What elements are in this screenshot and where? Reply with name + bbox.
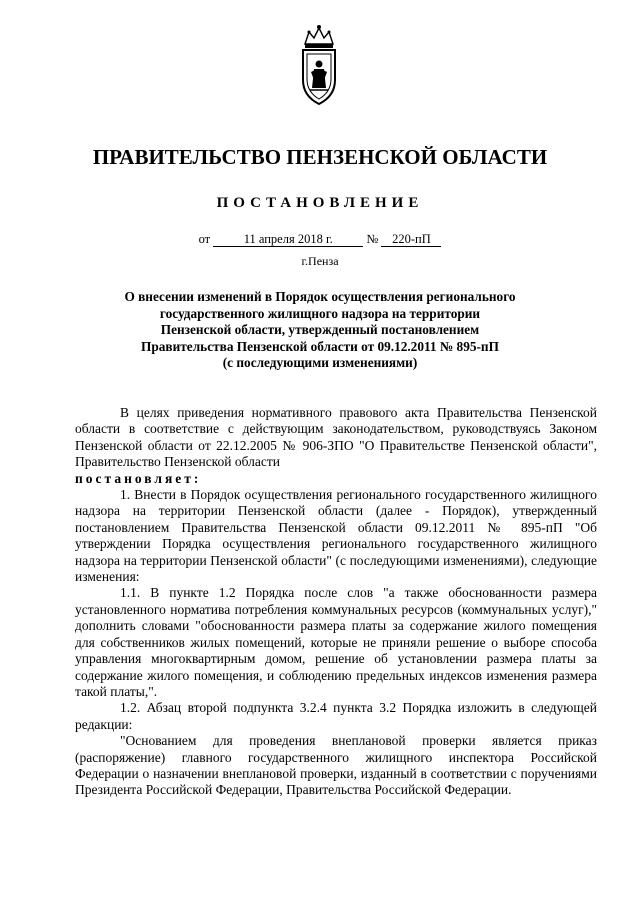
date-prefix: от bbox=[198, 232, 211, 246]
title-line: государственного жилищного надзора на территории bbox=[159, 305, 481, 321]
document-date: 11 апреля 2018 г. bbox=[213, 232, 363, 247]
organization-name: ПРАВИТЕЛЬСТВО ПЕНЗЕНСКОЙ ОБЛАСТИ bbox=[92, 145, 548, 169]
clause-1-2: 1.2. Абзац второй подпункта 3.2.4 пункта 3.2 Порядка изложить в следующей редакции: bbox=[75, 700, 597, 732]
title-line: (с последующими изменениями) bbox=[222, 355, 418, 370]
clause-1-1: 1.1. В пункте 1.2 Порядка после слов "а также обоснованности размера установленного норматива потребления коммунальных ресурсов (коммунальных услуг)," дополнить словами "обоснованности размера платы за содержание жилого помещения для собственников жилых помещений, которые не приняли решение о выборе способа управления многоквартирным домом, решение об установлении размера платы за содержание жилого помещения, и соблюдению предельных индексов изменения размера такой платы,". bbox=[75, 585, 597, 699]
document-body bbox=[75, 405, 597, 799]
city: г.Пенза bbox=[301, 254, 339, 268]
clause-1: 1. Внести в Порядок осуществления регионального государственного жилищного надзора на территории Пензенской области (далее - Порядок), утвержденный постановлением Правительства Пензенской области 09.12.2011 № 895-пП "Об утверждении Порядка осуществления регионального государственного жилищного надзора на территории Пензенской области" (с последующими изменениями), следующие изменения: bbox=[75, 487, 597, 585]
resolves-line bbox=[75, 471, 597, 487]
title-line: Пензенской области, утвержденный постановлением bbox=[160, 322, 480, 337]
coat-of-arms-icon bbox=[293, 22, 345, 108]
document-number: 220-пП bbox=[381, 232, 441, 247]
number-sign: № bbox=[366, 232, 379, 246]
title-line: Правительства Пензенской области от 09.12.2011 № 895-пП bbox=[141, 338, 499, 354]
quoted-text: "Основанием для проведения внеплановой проверки является приказ (распоряжение) главного государственного жилищного инспектора Российской Федерации о назначении внеплановой проверки, изданный в соответствии с поручениями Президента Российской Федерации, Правительства Российской Федерации. bbox=[75, 733, 597, 798]
document-type: ПОСТАНОВЛЕНИЕ bbox=[216, 195, 424, 211]
title-line: О внесении изменений в Порядок осуществления регионального bbox=[124, 289, 516, 304]
intro-paragraph: В целях приведения нормативного правового акта Правительства Пензенской области в соответствие с действующим законодательством, руководствуясь Законом Пензенской области от 22.12.2005 № 906-ЗПО "О Правительстве Пензенской области", Правительство Пензенской области bbox=[75, 405, 597, 470]
date-number-line bbox=[0, 232, 640, 247]
document-title bbox=[70, 289, 570, 372]
resolves-word: постановляет: bbox=[75, 470, 202, 486]
